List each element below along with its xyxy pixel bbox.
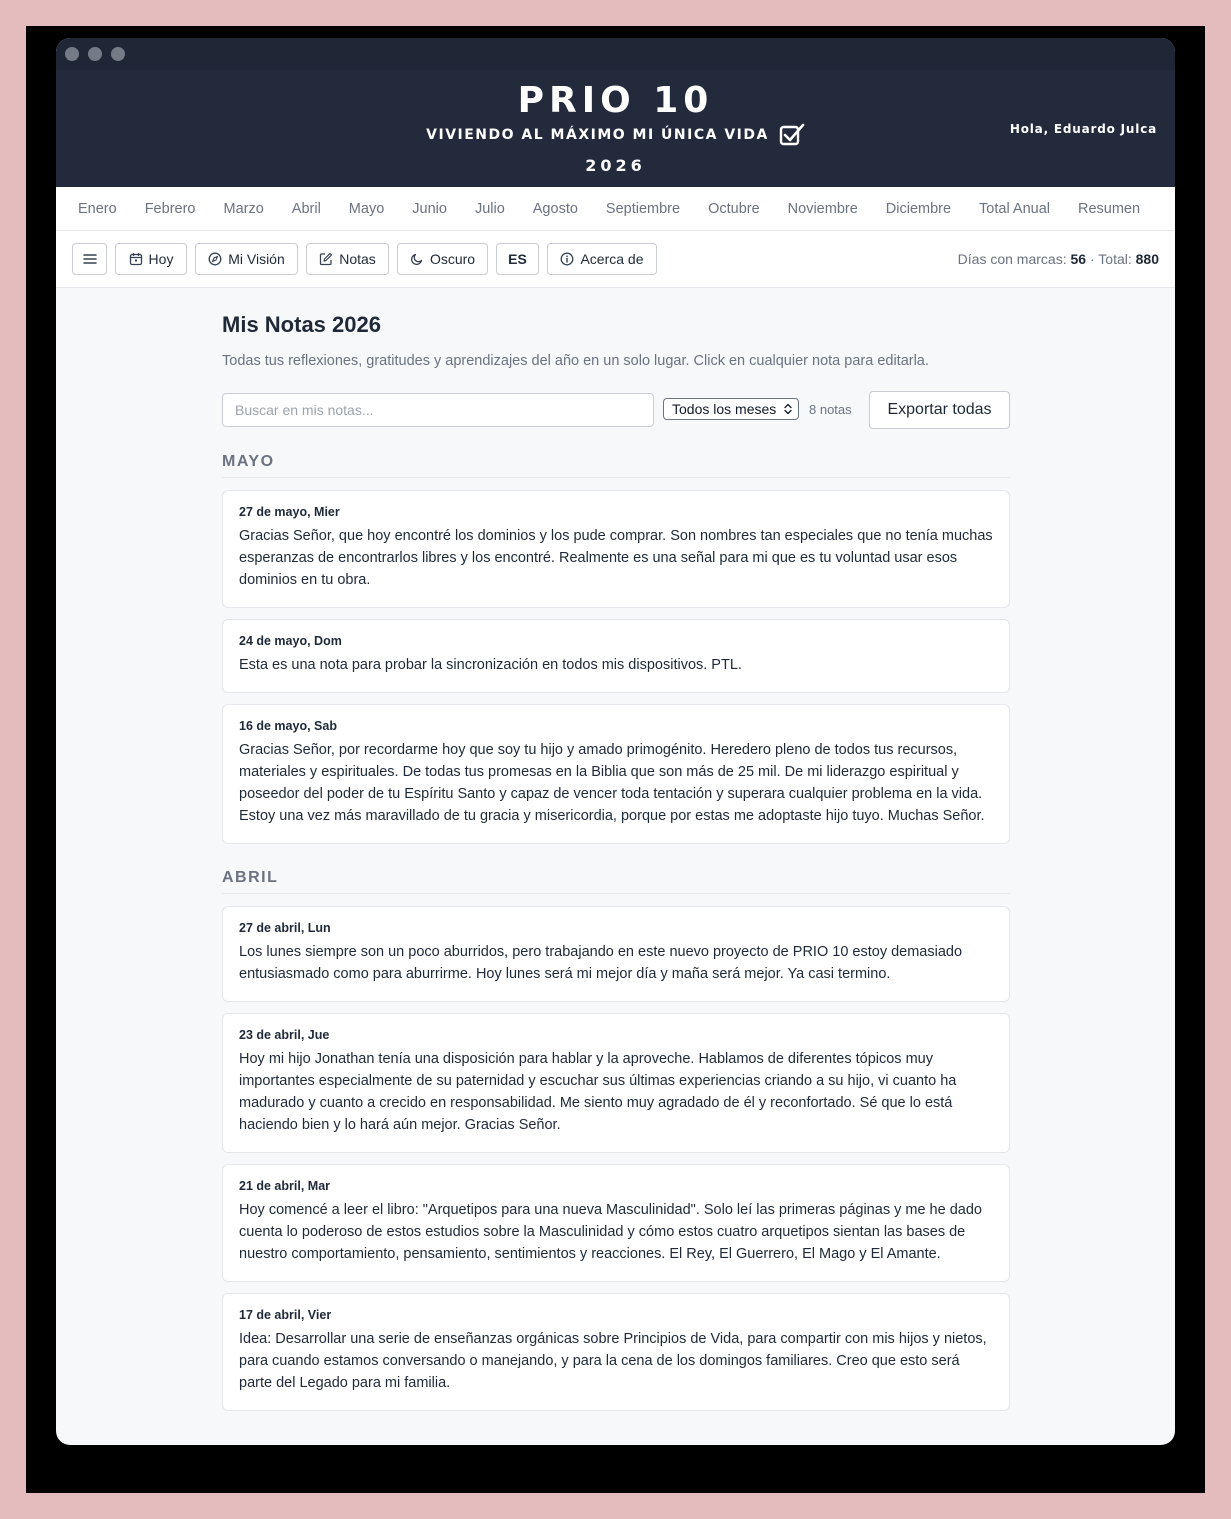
note-date: 23 de abril, Jue: [239, 1028, 330, 1042]
tab-total-anual[interactable]: Total Anual: [979, 200, 1050, 217]
dark-mode-button[interactable]: [397, 243, 488, 275]
dark-mode-label: Oscuro: [429, 251, 476, 267]
tab-month[interactable]: Marzo: [223, 200, 264, 217]
notes-content: [222, 288, 1010, 1411]
tab-month[interactable]: Noviembre: [787, 200, 858, 217]
note-text: Gracias Señor, por recordarme hoy que soy tu hijo y amado primogénito. Heredero pleno de todos tus recursos, materiales y espirituales. De todas tus promesas en la Biblia que son más de 25 mil. De mi liderazgo espiritual y poseedor del poder de tu Espíritu Santo y capaz de vencer toda tentación y superara cualquier problema en la vida. Estoy una vez más maravillado de tu gracia y misericordia, porque por estas me adoptaste hijo tuyo. Muchas Señor.: [239, 742, 985, 824]
note-card[interactable]: [222, 1164, 1010, 1282]
moon-icon: [410, 252, 424, 266]
month-filter-value: Todos los meses: [672, 401, 777, 417]
app-window: [56, 38, 1175, 1445]
about-button[interactable]: [547, 243, 657, 275]
vision-label: Mi Visión: [228, 251, 285, 267]
compass-icon: [208, 252, 222, 266]
window-maximize-dot[interactable]: [111, 47, 125, 61]
month-filter-select[interactable]: [663, 398, 799, 420]
today-label: Hoy: [148, 251, 174, 267]
note-card[interactable]: [222, 619, 1010, 693]
note-date: 27 de mayo, Mier: [239, 505, 340, 519]
tagline-text: VIVIENDO AL MÁXIMO MI ÚNICA VIDA: [426, 127, 769, 143]
updown-chevron-icon: [783, 402, 793, 419]
note-text: Los lunes siempre son un poco aburridos, pero trabajando en este nuevo proyecto de PRIO 10 estoy demasiado entusiasmado como para aburrirme. Hoy lunes será mi mejor día y maña será mejor. Ya casi termino.: [239, 944, 963, 982]
window-minimize-dot[interactable]: [88, 47, 102, 61]
calendar-icon: [129, 252, 143, 266]
window-titlebar: [56, 38, 1175, 70]
stats-separator: ·: [1089, 251, 1095, 267]
window-close-dot[interactable]: [65, 47, 79, 61]
tab-month[interactable]: Mayo: [348, 200, 385, 217]
note-card[interactable]: [222, 704, 1010, 844]
note-card[interactable]: [222, 1013, 1010, 1153]
note-date: 17 de abril, Vier: [239, 1308, 332, 1322]
note-text: Hoy mi hijo Jonathan tenía una disposición para hablar y la aproveche. Hablamos de diferentes tópicos muy importantes especialmente de su paternidad y escuchar sus últimas experiencias criando a su hijo, vi cuanto ha madurado y cuanto a crecido en responsabilidad. Me siento muy agradado de él y reconfortado. Sé que lo está haciendo bien y lo hará aún mejor. Gracias Señor.: [239, 1051, 957, 1133]
search-input[interactable]: [222, 393, 654, 427]
menu-button[interactable]: [72, 243, 107, 275]
tab-month[interactable]: Junio: [412, 200, 447, 217]
edit-note-icon: [319, 252, 333, 266]
hamburger-icon: [83, 253, 97, 265]
notes-filters: [222, 391, 1010, 429]
note-text: Gracias Señor, que hoy encontré los dominios y los pude comprar. Son nombres tan especiales que no tenía muchas esperanzas de encontrarlos libres y los encontré. Realmente es una señal para mi que es tu voluntad usar esos dominios en tu obra.: [239, 528, 993, 588]
info-icon: [560, 252, 574, 266]
note-date: 27 de abril, Lun: [239, 921, 331, 935]
note-card[interactable]: [222, 490, 1010, 608]
brand-title: PRIO 10: [517, 80, 714, 121]
page-title: Mis Notas 2026: [222, 312, 381, 337]
note-text: Hoy comencé a leer el libro: "Arquetipos para una nueva Masculinidad". Solo leí las primeras páginas y me he dado cuenta lo poderoso de estos estudios sobre la Masculinidad y cómo estos cuatro arquetipos sientan las bases de nuestro comportamiento, pensamiento, sentimientos y reacciones. El Rey, El Guerrero, El Mago y El Amante.: [239, 1202, 982, 1262]
stats-total-label: Total:: [1098, 251, 1132, 267]
notes-count: 8 notas: [809, 402, 852, 417]
toolbar: [56, 231, 1175, 288]
stats-days-label: Días con marcas:: [957, 251, 1067, 267]
tab-month[interactable]: Abril: [291, 200, 321, 217]
page-description: Todas tus reflexiones, gratitudes y aprendizajes del año en un solo lugar. Click en cualquier nota para editarla.: [222, 353, 929, 369]
note-card[interactable]: [222, 1293, 1010, 1411]
note-date: 16 de mayo, Sab: [239, 719, 337, 733]
note-date: 21 de abril, Mar: [239, 1179, 331, 1193]
year-label: 2026: [585, 156, 646, 175]
tab-resumen[interactable]: Resumen: [1078, 200, 1141, 217]
tagline: [56, 122, 1175, 148]
user-greeting: Hola, Eduardo Julca: [1009, 122, 1157, 136]
today-button[interactable]: [115, 243, 187, 275]
notes-label: Notas: [339, 251, 376, 267]
export-all-button[interactable]: Exportar todas: [869, 391, 1010, 429]
about-label: Acerca de: [580, 251, 644, 267]
tab-month[interactable]: Diciembre: [885, 200, 952, 217]
tab-month[interactable]: Julio: [474, 200, 505, 217]
marks-stats: [958, 251, 1159, 267]
tab-month[interactable]: Agosto: [532, 200, 578, 217]
tab-month[interactable]: Febrero: [144, 200, 196, 217]
note-date: 24 de mayo, Dom: [239, 634, 342, 648]
note-text: Idea: Desarrollar una serie de enseñanzas orgánicas sobre Principios de Vida, para compartir con mis hijos y nietos, para cuando estamos conversando o manejando, y para la cena de los domingos familiares. Creo que esto será parte del Legado para mi familia.: [239, 1331, 987, 1391]
checkbox-check-icon: [779, 122, 805, 148]
notes-button[interactable]: [306, 243, 389, 275]
note-text: Esta es una nota para probar la sincronización en todos mis dispositivos. PTL.: [239, 657, 742, 673]
vision-button[interactable]: [195, 243, 298, 275]
month-group-heading: MAYO: [222, 453, 1010, 478]
app-header: [56, 70, 1175, 187]
month-group-heading: ABRIL: [222, 869, 1010, 894]
month-tabs: [56, 187, 1175, 231]
tab-month[interactable]: Enero: [78, 200, 117, 217]
language-button[interactable]: ES: [496, 243, 539, 275]
note-card[interactable]: [222, 906, 1010, 1002]
tab-month[interactable]: Septiembre: [605, 200, 681, 217]
stats-total-value: 880: [1135, 251, 1159, 267]
tab-month[interactable]: Octubre: [708, 200, 760, 217]
stats-days-value: 56: [1070, 251, 1087, 267]
